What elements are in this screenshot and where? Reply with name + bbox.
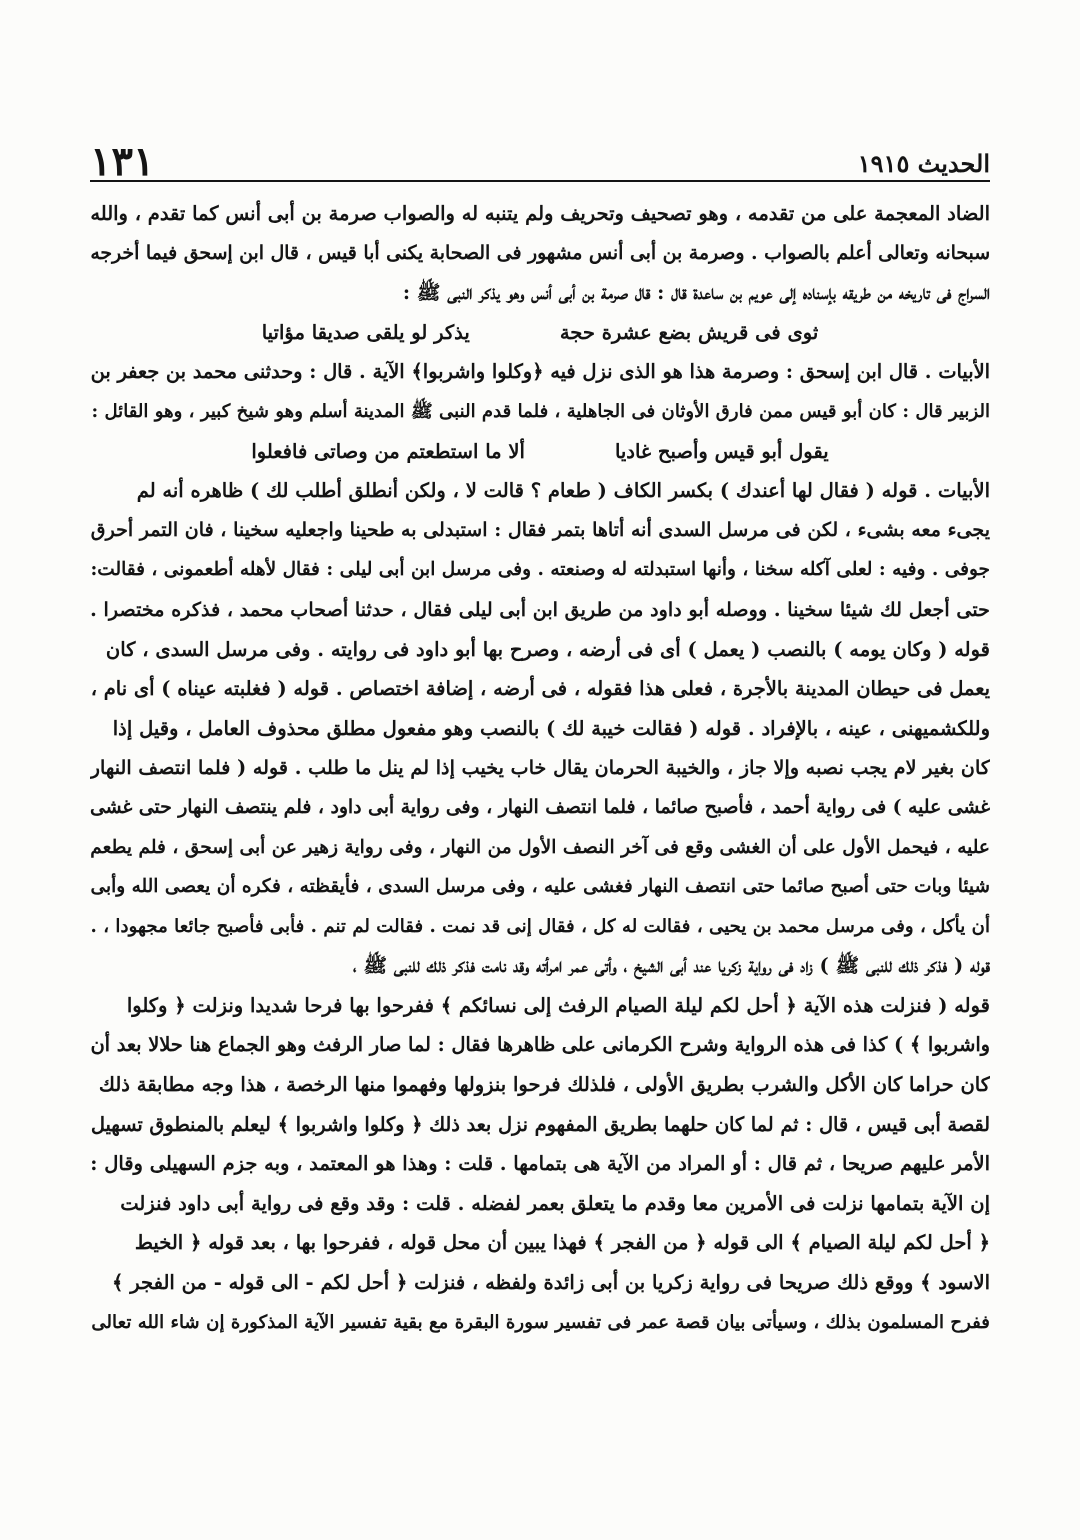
text-line: حتى أجعل لك شيئا سخينا . ووصله أبو داود من طريق ابن أبى ليلى فقال ، حدثنا أصحاب محمد ، فذكره مختصرا . — [90, 597, 990, 621]
text-line: الضاد المعجمة على من تقدمه ، وهو تصحيف وتحريف ولم يتنبه له والصواب صرمة بن أبى أنس كما تقدم ، والله — [90, 202, 990, 225]
text-line: قوله ( فذكر ذلك للنبى ﷺ ) زاد فى رواية زكريا عند أبى الشيخ ، وأتى عمر امرأته وقد نامت فذكر ذلك للنبى ﷺ ، — [352, 954, 990, 978]
text-line: إن الآية بتمامها نزلت فى الأمرين معا وقدم ما يتعلق بعمر لفضله . قلت : وقد وقع فى رواية أبى داود فنزلت — [120, 1191, 990, 1215]
running-title: الحديث ١٩١٥ — [857, 149, 990, 178]
text-line: شيئا وبات حتى أصبح صائما حتى انتصف النهار فغشى عليه ، وفى مرسل السدى ، فأيقظته ، فكره أن يعصى الله وأبى — [90, 876, 990, 898]
text-line: يجىء معه بشىء ، لكن فى مرسل السدى أنه أتاها بتمر فقال : استبدلى به طحينا واجعليه سخينا ، فان التمر أحرق — [90, 518, 990, 541]
poetry-verse — [90, 313, 990, 353]
page-number: ١٣١ — [90, 138, 155, 185]
text-line: الأبيات . قال ابن إسحق : وصرمة هذا هو الذى نزل فيه ﴿وكلوا واشربوا﴾ الآية . قال : وحدثنى محمد بن جعفر بن — [90, 360, 990, 384]
text-line: عليه ، فيحمل الأول على أن الغشى وقع فى آخر النصف الأول من النهار ، وفى رواية زهير عن أبى إسحق ، فلم يطعم — [90, 836, 990, 858]
text-line: الأبيات . قوله ( فقال لها أعندك ) بكسر الكاف ( طعام ؟ قالت لا ، ولكن أنطلق أطلب لك ) ظاهره أنه لم — [136, 479, 990, 503]
verse-second-hemistich: ألا ما استطعتم من وصاتى فافعلوا — [251, 439, 525, 463]
text-line: واشربوا ﴾ ) كذا فى هذه الرواية وشرح الكرمانى على ظاهرها فقال : لما صار الرفث وهو الجماع هنا حلالا بعد أن — [90, 1033, 990, 1057]
text-line: الأمر عليهم صريحا ، ثم قال : أو المراد من الآية هى بتمامها . قلت : وهذا هو المعتمد ، وبه جزم السهيلى وقال : — [90, 1152, 990, 1176]
text-line: كان حراما كان الأكل والشرب بطريق الأولى ، فلذلك فرحوا بنزولها وفهموا منها الرخصة ، هذا وجه مطابقة ذلك — [98, 1073, 990, 1097]
text-line: جوفى . وفيه : لعلى آكله سخنا ، وأنها استبدلته له وصنعته . وفى مرسل ابن أبى ليلى : فقال لأهله أطعمونى ، فقالت: — [90, 559, 990, 581]
text-line: لقصة أبى قيس ، قال : ثم لما كان حلهما بطريق المفهوم نزل بعد ذلك ﴿ وكلوا واشربوا ﴾ ليعلم بالمنطوق تسهيل — [90, 1112, 990, 1136]
poetry-verse — [90, 432, 990, 472]
text-line: قوله ( فنزلت هذه الآية ﴿ أحل لكم ليلة الصيام الرفث إلى نسائكم ﴾ ففرحوا بها فرحا شديدا ونزلت ﴿ وكلوا — [126, 993, 990, 1017]
header-rule — [90, 180, 990, 182]
text-line: ففرح المسلمون بذلك ، وسيأتى بيان قصة عمر فى تفسير سورة البقرة مع بقية تفسير الآية المذكورة إن شاء الله تعالى — [91, 1311, 990, 1333]
text-line: أن يأكل ، وفى مرسل محمد بن يحيى ، فقالت له كل ، فقال إنى قد نمت . فقالت لم تنم . فأبى فأصبح جائعا مجهودا ، . — [90, 915, 990, 937]
text-line: السراج فى تاريخه من طريقه بإسناده إلى عويم بن ساعدة قال : قال صرمة بن أبى أنس وهو يذكر النبى ﷺ : — [402, 281, 990, 305]
text-line: الزبير قال : كان أبو قيس ممن فارق الأوثان فى الجاهلية ، فلما قدم النبى ﷺ المدينة أسلم وهو شيخ كبير ، وهو القائل : — [91, 400, 990, 422]
text-line: الاسود ﴾ ووقع ذلك صريحا فى رواية زكريا بن أبى زائدة ولفظه ، فنزلت ﴿ أحل لكم - الى قوله - من الفجر ﴾ — [112, 1271, 990, 1295]
text-line: وللكشميهنى ، عينه ، بالإفراد . قوله ( فقالت خيبة لك ) بالنصب وهو مفعول مطلق محذوف العامل ، وقيل إذا — [112, 716, 990, 740]
text-line: ﴿ أحل لكم ليلة الصيام ﴾ الى قوله ﴿ من الفجر ﴾ فهذا يبين أن محل قوله ، ففرحوا بها ، بعد قوله ﴿ الخيط — [134, 1231, 990, 1255]
text-line: سبحانه وتعالى أعلم بالصواب . وصرمة بن أبى أنس مشهور فى الصحابة يكنى أبا قيس ، قال ابن إسحق فيما أخرجه — [90, 241, 990, 264]
verse-first-hemistich: يقول أبو قيس وأصبح غاديا — [614, 439, 829, 463]
verse-second-hemistich: يذكر لو يلقى صديقا مؤاتيا — [261, 320, 470, 344]
text-line: كان بغير لام يجب نصبه وإلا جاز ، والخيبة الحرمان يقال خاب يخيب إذا لم ينل ما طلب . قوله ( فلما انتصف النهار — [90, 756, 990, 780]
text-line: يعمل فى حيطان المدينة بالأجرة ، فعلى هذا فقوله ، فى أرضه ، إضافة اختصاص . قوله ( فغلبته عيناه ) أى نام ، — [90, 677, 990, 701]
page-header — [90, 128, 990, 185]
verse-first-hemistich: ثوى فى قريش بضع عشرة حجة — [559, 320, 819, 344]
text-line: غشى عليه ) فى رواية أحمد ، فأصبح صائما ، فلما انتصف النهار ، وفى رواية أبى داود ، فلم ينتصف النهار حتى غشى — [90, 795, 990, 818]
commentary-text — [90, 194, 990, 1342]
text-line: قوله ( وكان يومه ) بالنصب ( يعمل ) أى فى أرضه ، وصرح بها أبو داود فى روايته . وفى مرسل السدى ، كان — [105, 637, 990, 661]
